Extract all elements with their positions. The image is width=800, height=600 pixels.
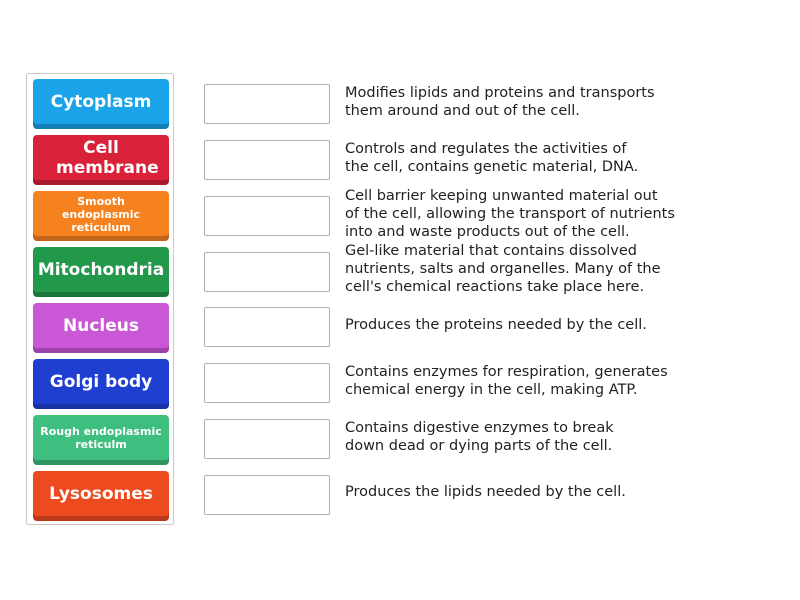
tile-cell-membrane[interactable] (33, 135, 169, 185)
drop-box-2[interactable] (204, 140, 330, 180)
drop-box-4[interactable] (204, 252, 330, 292)
description-8: Produces the lipids needed by the cell. (345, 484, 626, 500)
description-7: Contains digestive enzymes to break down dead or dying parts of the cell. (345, 420, 614, 454)
tile-label: Mitochondria (37, 260, 165, 280)
tile-label: Smooth endoplasmic reticulum (61, 194, 141, 234)
description-1: Modifies lipids and proteins and transports them around and out of the cell. (345, 85, 655, 119)
description-6: Contains enzymes for respiration, generates chemical energy in the cell, making ATP. (345, 364, 668, 398)
drop-box-1[interactable] (204, 84, 330, 124)
tile-cytoplasm[interactable] (33, 79, 169, 129)
tile-nucleus[interactable] (33, 303, 169, 353)
drop-box-3[interactable] (204, 196, 330, 236)
tile-smooth-endoplasmic-reticulum[interactable] (33, 191, 169, 241)
tile-golgi-body[interactable] (33, 359, 169, 409)
tile-label: Nucleus (63, 316, 139, 336)
tile-label: Cytoplasm (50, 92, 152, 112)
tile-lysosomes[interactable] (33, 471, 169, 521)
tile-rough-endoplasmic-reticulm[interactable] (33, 415, 169, 465)
drop-box-5[interactable] (204, 307, 330, 347)
tile-label: Lysosomes (49, 484, 153, 504)
tile-label: Rough endoplasmic reticulm (40, 425, 162, 451)
description-4: Gel-like material that contains dissolved nutrients, salts and organelles. Many of the cell's chemical reactions take place here. (345, 243, 661, 295)
drop-box-6[interactable] (204, 363, 330, 403)
drop-box-7[interactable] (204, 419, 330, 459)
drop-box-8[interactable] (204, 475, 330, 515)
description-2: Controls and regulates the activities of the cell, contains genetic material, DNA. (345, 141, 639, 175)
description-3: Cell barrier keeping unwanted material out of the cell, allowing the transport of nutrients into and waste products out of the cell. (345, 188, 675, 240)
tile-label: Golgi body (49, 372, 153, 392)
tile-mitochondria[interactable] (33, 247, 169, 297)
answer-tiles-panel (26, 73, 174, 525)
description-5: Produces the proteins needed by the cell. (345, 317, 647, 333)
tile-label: Cell membrane (56, 138, 159, 178)
